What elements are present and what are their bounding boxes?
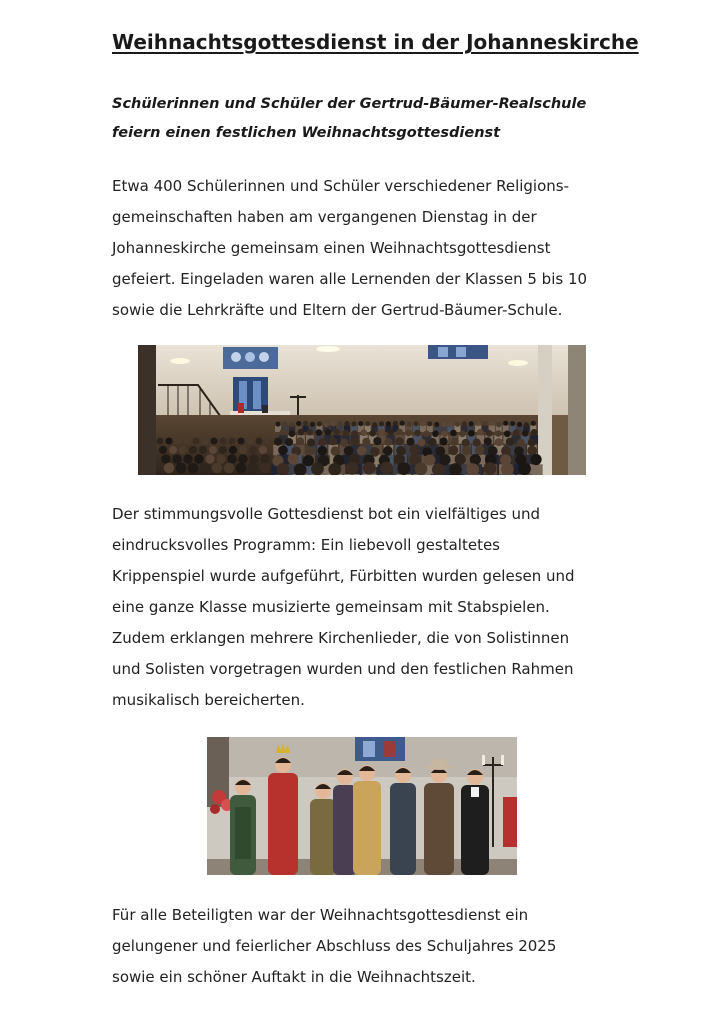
paragraph-line: eindrucksvolles Programm: Ein liebevoll gestaltetes <box>112 536 501 554</box>
paragraph-line: Krippenspiel wurde aufgeführt, Fürbitten wurden gelesen und <box>112 567 575 585</box>
group-photo <box>207 737 517 875</box>
paragraph-line: gelungener und feierlicher Abschluss des Schuljahres 2025 <box>112 937 557 955</box>
paragraph-line: sowie ein schöner Auftakt in die Weihnachtszeit. <box>112 968 476 986</box>
paragraph-line: musikalisch bereicherten. <box>112 691 305 709</box>
paragraph-line: Zudem erklangen mehrere Kirchenlieder, die von Solistinnen <box>112 629 570 647</box>
paragraph-closing <box>112 900 556 993</box>
paragraph-intro <box>112 171 587 326</box>
church-interior-photo <box>138 345 586 475</box>
paragraph-line: und Solisten vorgetragen wurden und den festlichen Rahmen <box>112 660 574 678</box>
paragraph-line: gemeinschaften haben am vergangenen Dienstag in der <box>112 208 537 226</box>
paragraph-line: Etwa 400 Schülerinnen und Schüler verschiedener Religions- <box>112 177 570 195</box>
paragraph-line: sowie die Lehrkräfte und Eltern der Gertrud-Bäumer-Schule. <box>112 301 563 319</box>
paragraph-line: eine ganze Klasse musizierte gemeinsam mit Stabspielen. <box>112 598 550 616</box>
paragraph-line: Für alle Beteiligten war der Weihnachtsgottesdienst ein <box>112 906 529 924</box>
subtitle-line: Schülerinnen und Schüler der Gertrud-Bäumer-Realschule <box>112 96 587 112</box>
paragraph-line: gefeiert. Eingeladen waren alle Lernenden der Klassen 5 bis 10 <box>112 270 588 288</box>
paragraph-line: Johanneskirche gemeinsam einen Weihnachtsgottesdienst <box>112 239 551 257</box>
article-subtitle <box>112 90 612 148</box>
paragraph-line: Der stimmungsvolle Gottesdienst bot ein vielfältiges und <box>112 505 541 523</box>
paragraph-program <box>112 499 575 716</box>
subtitle-line: feiern einen festlichen Weihnachtsgottesdienst <box>112 125 501 141</box>
article-title: Weihnachtsgottesdienst in der Johanneskirche <box>112 30 639 54</box>
